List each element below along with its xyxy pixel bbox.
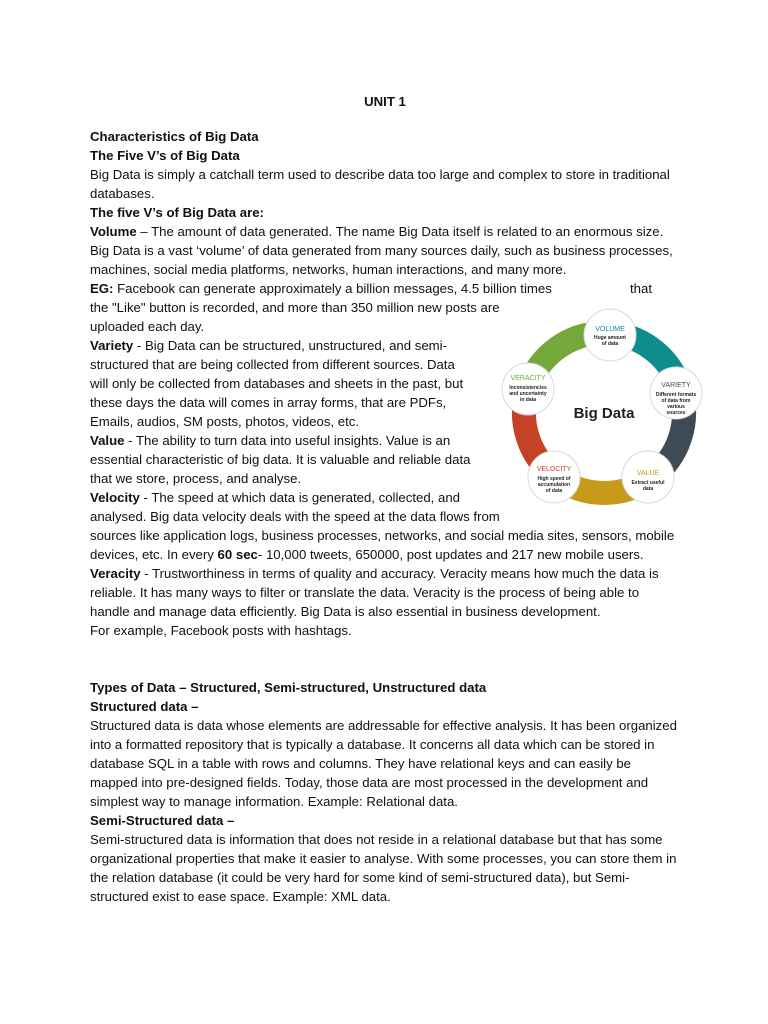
value-line-2: essential characteristic of big data. It is valuable and reliable data bbox=[90, 452, 471, 467]
velocity-text-1: - The speed at which data is generated, collected, and bbox=[139, 490, 460, 505]
node-velocity bbox=[528, 451, 580, 503]
eg-text-1: Facebook can generate approximately a billion messages, 4.5 billion times bbox=[113, 281, 552, 296]
node-volume bbox=[584, 309, 636, 361]
node-variety-l2: of data from bbox=[661, 398, 691, 404]
node-volume-l1: Huge amount bbox=[594, 335, 626, 341]
velocity-bold: 60 sec bbox=[217, 547, 258, 562]
variety-line-4: these days the data will comes in array forms, that are PDFs, bbox=[90, 395, 447, 410]
velocity-line-2: analysed. Big data velocity deals with the speed at the data flows from bbox=[90, 509, 500, 524]
heading-five-vs: The Five V’s of Big Data bbox=[90, 148, 240, 163]
heading-types-of-data: Types of Data – Structured, Semi-structured, Unstructured data bbox=[90, 680, 487, 695]
node-veracity-title: VERACITY bbox=[510, 375, 546, 382]
velocity-term: Velocity bbox=[90, 490, 140, 505]
veracity-paragraph bbox=[90, 564, 680, 621]
volume-text: – The amount of data generated. The name Big Data itself is related to an enormous size. Big Data is a vast ‘volume’ of data generated from many sources daily, such as business processes, machines, social media platforms, networks, human interactions, and many more. bbox=[90, 224, 673, 277]
big-data-diagram bbox=[498, 307, 710, 519]
velocity-text-3: sources like application logs, business processes, networks, and social media sites, sensors, mobile devices, etc. In every bbox=[90, 528, 675, 562]
eg-term: EG: bbox=[90, 281, 114, 296]
variety-text-1: - Big Data can be structured, unstructured, and semi- bbox=[133, 338, 447, 353]
eg-line-2: the "Like" button is recorded, and more than 350 million new posts are bbox=[90, 300, 500, 315]
structured-paragraph: Structured data is data whose elements are addressable for effective analysis. It has been organized into a formatted repository that is typically a database. It concerns all data which can be stored in database SQL in a table with rows and columns. They have relational keys and can easily be mapped into pre-designed fields. Today, those data are most processed in the development and simplest way to manage information. Example: Relational data. bbox=[90, 718, 677, 809]
velocity-text-3-end: - 10,000 tweets, 650000, post updates and 217 new mobile users. bbox=[257, 547, 644, 562]
variety-line-2: structured that are being collected from different sources. Data bbox=[90, 357, 455, 372]
node-value-l2: data bbox=[642, 486, 654, 492]
heading-semi-structured: Semi-Structured data – bbox=[90, 813, 235, 828]
node-velocity-l2: accumulation bbox=[537, 482, 571, 488]
value-text-1: - The ability to turn data into useful insights. Value is an bbox=[124, 433, 451, 448]
node-variety-l1: Different formats bbox=[655, 392, 697, 398]
veracity-term: Veracity bbox=[90, 566, 141, 581]
node-variety-l3: various bbox=[667, 404, 685, 410]
heading-structured: Structured data – bbox=[90, 699, 199, 714]
node-veracity-l3: in data bbox=[519, 397, 537, 403]
node-velocity-title: VELOCITY bbox=[536, 466, 572, 473]
node-variety-l4: sources bbox=[666, 410, 686, 416]
node-variety bbox=[650, 367, 702, 419]
node-veracity bbox=[502, 363, 554, 415]
volume-paragraph bbox=[90, 222, 680, 279]
node-velocity-l3: of data bbox=[545, 488, 563, 494]
node-value-title: VALUE bbox=[636, 470, 660, 477]
node-value-l1: Extract useful bbox=[631, 480, 665, 486]
eg-line-3: uploaded each day. bbox=[90, 319, 205, 334]
variety-term: Variety bbox=[90, 338, 134, 353]
node-veracity-l2: and uncertainty bbox=[509, 391, 547, 397]
node-volume-title: VOLUME bbox=[595, 326, 625, 333]
node-variety-title: VARIETY bbox=[661, 382, 691, 389]
volume-term: Volume bbox=[90, 224, 137, 239]
diagram-center-label: Big Data bbox=[573, 405, 635, 422]
node-veracity-l1: Inconsistencies bbox=[509, 385, 547, 391]
heading-five-vs-list: The five V’s of Big Data are: bbox=[90, 205, 264, 220]
veracity-text: - Trustworthiness in terms of quality and accuracy. Veracity means how much the data is reliable. It has many ways to filter or translate the data. Veracity is the process of being able to handle and manage data efficiently. Big Data is also essential in business development. bbox=[90, 566, 659, 619]
value-line-3: that we store, process, and analyse. bbox=[90, 471, 302, 486]
node-volume-l2: of data bbox=[601, 341, 619, 347]
heading-characteristics: Characteristics of Big Data bbox=[90, 129, 259, 144]
page-title: UNIT 1 bbox=[364, 94, 406, 109]
variety-line-5: Emails, audios, SM posts, photos, videos, etc. bbox=[90, 414, 360, 429]
semi-structured-paragraph: Semi-structured data is information that does not reside in a relational database but that has some organizational properties that make it easier to analyse. With some processes, you can store them in the relation database (it could be very hard for some kind of semi-structured data), but Semi-structured exist to ease space. Example: XML data. bbox=[90, 832, 677, 904]
value-term: Value bbox=[90, 433, 125, 448]
eg-text-1-end: that bbox=[630, 281, 652, 296]
eg-line-1 bbox=[90, 279, 680, 298]
node-velocity-l1: High speed of bbox=[537, 476, 571, 482]
veracity-example: For example, Facebook posts with hashtags. bbox=[90, 623, 352, 638]
velocity-line-3 bbox=[90, 526, 680, 564]
node-value bbox=[622, 451, 674, 503]
variety-line-3: will only be collected from databases and sheets in the past, but bbox=[90, 376, 464, 391]
intro-paragraph: Big Data is simply a catchall term used to describe data too large and complex to store in traditional databases. bbox=[90, 167, 670, 201]
